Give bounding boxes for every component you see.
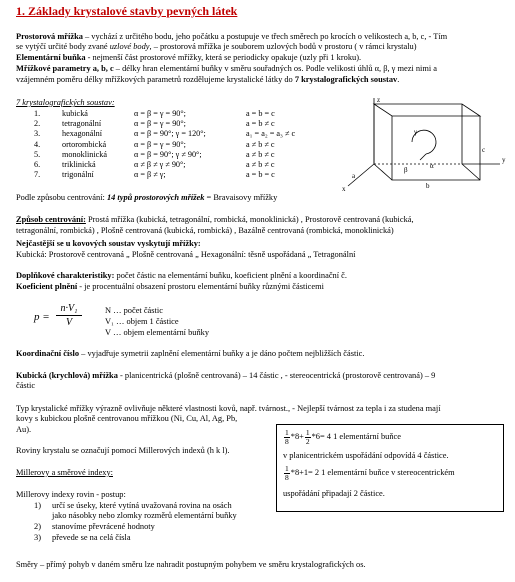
step-number: 2) [34, 522, 41, 531]
text: – vyjadřuje symetrii zaplnění elementární buňky a je dáno počtem nejbližších částic. [79, 349, 365, 358]
text: 1 elementární buňce [333, 431, 401, 441]
text: – vychází z určitého bodu, jeho počátku a postupuje ve třech směrech po krocích o velikostech a, b, c, - Tím [82, 32, 448, 41]
term-fill-coefficient: Koeficient plnění [16, 282, 78, 291]
term-centring: Způsob centrování: [16, 215, 86, 224]
crystal-system-row [16, 129, 330, 139]
diagram-label-z: z [377, 96, 381, 104]
term-lattice-points: uzlové body [109, 42, 150, 51]
term-extra: Doplňkové charakteristiky: [16, 271, 115, 280]
unit-cell-line [16, 53, 361, 64]
crystal-system-row [16, 160, 330, 170]
system-angles: α = β = γ = 90°; [134, 109, 186, 118]
cell-top-face [374, 104, 480, 116]
particle-count-box [276, 424, 504, 512]
crystal-system-row [16, 170, 330, 180]
crystal-system-row [16, 119, 330, 129]
step-text: určí se úseky, které vytíná uvažovaná rovina na osách [52, 501, 232, 510]
system-angles: α = β = γ = 90°; [134, 119, 186, 129]
text: *8+ [290, 431, 304, 441]
text: Prostá mřížka (kubická, tetragonální, rombická, monoklinická) , Prostorově centrovaná (kubická, [85, 215, 414, 224]
system-angles: α ≠ β ≠ γ ≠ 90°; [134, 160, 186, 170]
crystal-systems-table [16, 109, 330, 180]
fraction [284, 465, 290, 481]
diagram-label-a: a [352, 172, 356, 180]
legend-v1: V₁ … objem 1 částice [105, 317, 179, 326]
diagram-label-x: x [342, 185, 346, 192]
system-params: a₁ = a₂ = a₃ ≠ c [246, 129, 296, 139]
lattice-params-line-2 [16, 75, 399, 86]
formula-numerator: n·V₁ [56, 303, 82, 316]
legend-v: V … objem elementární buňky [105, 328, 210, 337]
lattice-params-line-1 [16, 64, 437, 75]
system-name: trigonální [62, 170, 94, 180]
step-number: 3) [34, 533, 41, 542]
system-name: ortorombická [62, 139, 107, 149]
system-number: 6. [34, 160, 41, 170]
lattice-type-line-2: kovy s kubickou plošně centrovanou mřížkou (Ni, Cu, Al, Ag, Pb, [16, 414, 238, 423]
text: - nejmenší část prostorové mřížky, která se periodicky opakuje (uzly při 1 kroku). [85, 53, 362, 62]
systems-heading: 7 krystalografických soustav: [16, 98, 115, 107]
text: , – prostorová mřížka je souborem uzlových bodů v prostoru ( v rámci krystalu) [149, 42, 417, 51]
system-number: 5. [34, 149, 41, 159]
system-name: triklinická [62, 160, 96, 170]
cubic-line-2: částic [16, 381, 36, 390]
formula-denominator: V [65, 317, 73, 328]
miller-planes-intro: Roviny krystalu se označují pomocí Millerových indexů (h k l). [16, 446, 230, 455]
term-seven-systems: 7 krystalografických soustav [294, 75, 398, 84]
step-text: stanovíme převrácené hodnoty [52, 522, 155, 531]
legend-n: N … počet částic [105, 306, 163, 315]
extra-characteristics [16, 271, 347, 282]
diagram-label-b: b [426, 182, 430, 190]
spatial-lattice-line-2 [16, 42, 417, 53]
system-angles: α = β = 90°; γ = 120°; [134, 129, 206, 139]
cell-left-edges [374, 104, 392, 180]
text: . [397, 75, 400, 84]
directions-line: Směry – přímý pohyb v daném směru lze nahradit postupným pohybem ve směru krystalografických os. [16, 560, 366, 569]
fraction-denominator: 8 [285, 436, 289, 446]
spatial-lattice-line-1 [16, 32, 447, 43]
step-text: převede se na celá čísla [52, 533, 131, 542]
text: Podle způsobu centrování: [16, 193, 107, 202]
fraction-numerator: 1 [285, 428, 289, 437]
box-text-2: uspořádání připadají 2 částice. [283, 489, 385, 498]
system-number: 3. [34, 129, 41, 139]
system-name: hexagonální [62, 129, 103, 139]
system-params: a ≠ b ≠ c [246, 160, 275, 170]
centring-line-2: tetragonální, rombická) , Plošně centrovaná (kubická, rombická) , Bazálně centrovaná (rombická, monoklinická) [16, 226, 394, 235]
coordination-number [16, 349, 364, 360]
text: - je procentuální obsazení prostoru elementární buňky různými částicemi [77, 282, 324, 291]
fraction-denominator: 2 [305, 436, 310, 446]
system-name: monoklinická [62, 149, 108, 159]
text: *8+1= 2 [290, 467, 320, 477]
angle-arrow [420, 154, 426, 160]
system-angles: α = β = γ = 90°; [134, 139, 186, 149]
formula-lhs: p = [34, 311, 50, 323]
miller-heading: Millerovy a směrové indexy: [16, 468, 113, 477]
page-title: 1. Základy krystalové stavby pevných látek [16, 4, 238, 18]
fraction-numerator: 1 [285, 464, 289, 473]
lattice-type-line-1: Typ krystalické mřížky výrazně ovlivňuje některé vlastnosti kovů, např. tvárnost., - Nejlepší tvárnost za tepla i za studena mají [16, 404, 441, 413]
fraction [284, 429, 290, 445]
diagram-label-gamma: γ [414, 128, 418, 136]
box-text-1: v planicentrickém uspořádání odpovídá 4 částice. [283, 451, 449, 460]
term-lattice-params: Mřížkové parametry a, b, c [16, 64, 114, 73]
diagram-label-c: c [482, 146, 486, 154]
system-angles: α = β = 90°; γ ≠ 90°; [134, 149, 202, 159]
cell-right-edges [462, 104, 480, 180]
system-params: a ≠ b ≠ c [246, 149, 275, 159]
box-formula-1 [283, 429, 401, 445]
system-angles: α = β ≠ γ; [134, 170, 166, 180]
system-params: a = b = c [246, 170, 275, 180]
system-name: tetragonální [62, 119, 102, 129]
fraction [305, 429, 311, 445]
term-14-lattices: 14 typů prostorových mřížek [106, 193, 205, 202]
fraction-denominator: 8 [285, 472, 289, 482]
system-number: 2. [34, 119, 41, 129]
fraction-numerator: 1 [305, 428, 310, 437]
crystal-system-row [16, 109, 330, 119]
term-cubic: Kubická (krychlová) mřížka [16, 371, 118, 380]
lattice-type-line-3: Au). [16, 425, 32, 434]
system-name: kubická [62, 109, 88, 118]
system-params: a = b ≠ c [246, 119, 275, 129]
centring-line-1 [16, 215, 414, 226]
miller-procedure-heading: Millerovy indexy rovin - postup: [16, 490, 126, 499]
text: se vytýčí určité body zvané [16, 42, 110, 51]
common-lattices-heading: Nejčastější se u kovových soustav vyskytují mřížky: [16, 239, 201, 248]
diagram-label-beta: β [404, 166, 408, 174]
system-number: 7. [34, 170, 41, 180]
diagram-label-y: y [502, 156, 506, 164]
text: 1 elementární buňce v stereocentrickém [321, 467, 455, 477]
term-unit-cell: Elementární buňka [16, 53, 86, 62]
term-coordination: Koordinační číslo [16, 349, 80, 358]
common-lattices-text: Kubická: Prostorově centrovaná „ Plošně centrovaná „ Hexagonální: těsně uspořádaná „ Tetragonální [16, 250, 356, 259]
system-params: a ≠ b ≠ c [246, 139, 275, 149]
step-number: 1) [34, 501, 41, 510]
diagram-label-alpha: α [430, 162, 434, 170]
text: - planicentrická (plošně centrovaná) – 14 částic , - stereocentrická (prostorově centrovaná) – 9 [117, 371, 436, 380]
box-formula-2 [283, 465, 455, 481]
fill-coefficient [16, 282, 324, 293]
crystal-system-row [16, 150, 330, 160]
term-spatial-lattice: Prostorová mřížka [16, 32, 83, 41]
bravais-line [16, 193, 277, 204]
crystal-system-row [16, 140, 330, 150]
system-params: a = b = c [246, 109, 275, 118]
text: – délky hran elementární buňky v směru souřadných os. Podle velikosti úhlů α, β, γ mezi nimi a [113, 64, 438, 73]
text: vzájemném poměru délky mřížkových parametrů rozdělujeme krystalické látky do [16, 75, 295, 84]
system-number: 1. [34, 109, 41, 118]
text: = Bravaisovy mřížky [204, 193, 278, 202]
step-text-continued: jako násobky nebo zlomky rozměrů elementární buňky [52, 511, 237, 520]
text: *6= 4 [311, 431, 331, 441]
text: počet částic na elementární buňku, koeficient plnění a koordinační č. [114, 271, 347, 280]
system-number: 4. [34, 139, 41, 149]
unit-cell-diagram [330, 94, 510, 192]
cubic-line-1 [16, 371, 435, 382]
